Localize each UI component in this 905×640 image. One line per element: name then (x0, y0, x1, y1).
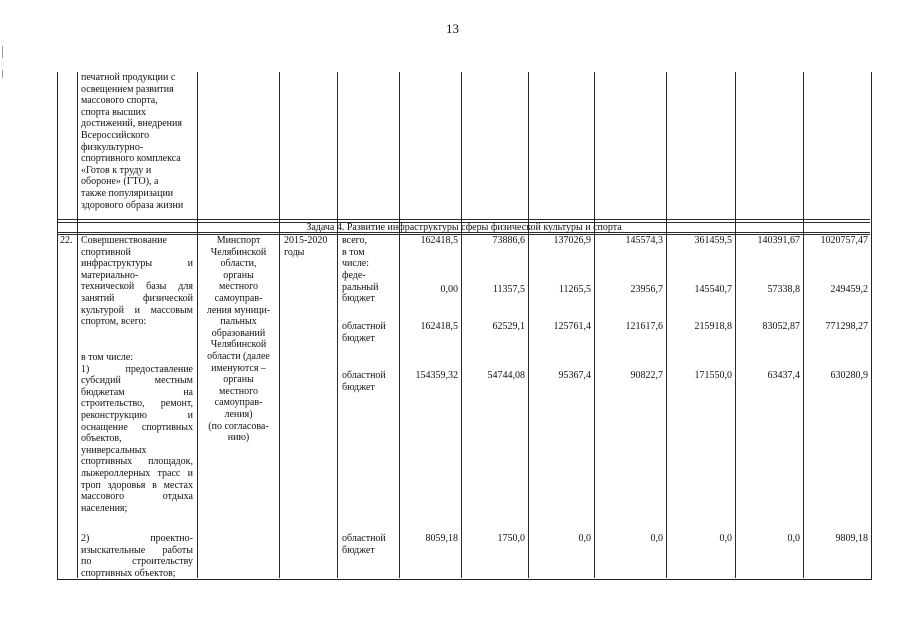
description-line: изыскательные работы (81, 544, 193, 556)
description-line: лыжероллерных трасс и (81, 467, 193, 479)
description-line: инфраструктуры и (81, 258, 193, 270)
value-cell: 137026,9 (553, 235, 591, 246)
row-description-design-works (81, 533, 193, 579)
description-line: субсидий местным (81, 375, 193, 387)
description-line: в том числе: (81, 352, 134, 363)
description-line: спортом, всего: (81, 316, 147, 328)
value-cell: 171550,0 (694, 370, 732, 381)
description-line: универсальных (81, 444, 147, 456)
value-cell: 8059,18 (425, 533, 458, 544)
top-row-description: печатной продукции с освещением развития массового спорта, спорта высших достижений, внедрения Всероссийского физкультурно- спортивного комплекса «Готов к труду и обороне» (ГТО), а также популяризации здорового образа жизни (81, 72, 184, 211)
description-line: технической базы для (81, 281, 193, 293)
value-cell: 63437,4 (767, 370, 800, 381)
description-line: массового отдыха (81, 491, 193, 503)
value-cell: 215918,8 (694, 321, 732, 332)
row-description-subsidies (81, 352, 193, 514)
row-divider (58, 219, 870, 220)
funding-source-federal: феде- ральный бюджет (342, 270, 379, 305)
value-cell: 1020757,47 (820, 235, 868, 246)
description-line: культурой и массовым (81, 304, 193, 316)
value-cell: 54744,08 (487, 370, 525, 381)
value-cell: 90822,7 (630, 370, 663, 381)
value-cell: 11265,5 (558, 284, 591, 295)
value-cell: 11357,5 (492, 284, 525, 295)
funding-source-total: всего, в том числе: (342, 235, 370, 270)
funding-source-regional-subsidies: областной бюджет (342, 370, 386, 393)
value-cell: 249459,2 (830, 284, 868, 295)
row-number: 22. (60, 235, 73, 246)
value-cell: 62529,1 (492, 321, 525, 332)
description-line: 2) проектно- (81, 533, 193, 544)
description-line: строительство, ремонт, (81, 398, 193, 410)
value-cell: 125761,4 (553, 321, 591, 332)
budget-table (57, 72, 872, 580)
scan-margin-mark (2, 70, 3, 78)
description-line: реконструкцию и (81, 409, 193, 421)
value-cell: 145574,3 (625, 235, 663, 246)
value-cell: 361459,5 (694, 235, 732, 246)
value-cell: 9809,18 (835, 533, 868, 544)
value-cell: 630280,9 (830, 370, 868, 381)
value-cell: 0,00 (440, 284, 458, 295)
value-cell: 771298,27 (825, 321, 868, 332)
value-cell: 95367,4 (558, 370, 591, 381)
value-cell: 83052,87 (762, 321, 800, 332)
description-line: объектов, (81, 433, 122, 445)
scan-margin-mark (2, 46, 3, 58)
value-cell: 0,0 (578, 533, 591, 544)
column-divider (337, 72, 338, 578)
description-line: населения; (81, 502, 128, 514)
value-cell: 1750,0 (497, 533, 525, 544)
period-cell: 2015-2020 годы (284, 235, 328, 258)
column-divider (666, 72, 667, 578)
description-line: Совершенствование (81, 235, 167, 246)
row-description-total (81, 235, 193, 328)
value-cell: 121617,6 (625, 321, 663, 332)
executor-cell: Минспорт Челябинской области, органы местного самоуправ- ления муници- пальных образований Челябинской области (далее именуются – органы местного самоуправ- ления) (по согласова- нию) (206, 235, 271, 444)
column-divider (594, 72, 595, 578)
description-line: бюджетам на (81, 386, 193, 398)
column-divider (77, 72, 78, 578)
value-cell: 162418,5 (420, 321, 458, 332)
description-line: занятий физической (81, 292, 193, 304)
value-cell: 23956,7 (630, 284, 663, 295)
description-line: 1) предоставление (81, 363, 193, 375)
description-line: троп здоровья в местах (81, 479, 193, 491)
description-line: спортивных площадок, (81, 456, 193, 468)
value-cell: 0,0 (719, 533, 732, 544)
description-line: спортивной (81, 246, 131, 258)
value-cell: 145540,7 (694, 284, 732, 295)
description-line: оснащение спортивных (81, 421, 193, 433)
value-cell: 57338,8 (767, 284, 800, 295)
description-line: материально- (81, 269, 139, 281)
value-cell: 162418,5 (420, 235, 458, 246)
description-line: по строительству (81, 556, 193, 568)
description-line: спортивных объектов; (81, 567, 176, 579)
funding-source-regional: областной бюджет (342, 321, 386, 344)
value-cell: 140391,67 (757, 235, 800, 246)
task-header: Задача 4. Развитие инфраструктуры сферы физической культуры и спорта (306, 222, 622, 233)
value-cell: 154359,32 (415, 370, 458, 381)
value-cell: 0,0 (650, 533, 663, 544)
funding-source-regional-design: областной бюджет (342, 533, 386, 556)
value-cell: 0,0 (787, 533, 800, 544)
value-cell: 73886,6 (492, 235, 525, 246)
page-number: 13 (446, 21, 459, 36)
column-divider (279, 72, 280, 578)
